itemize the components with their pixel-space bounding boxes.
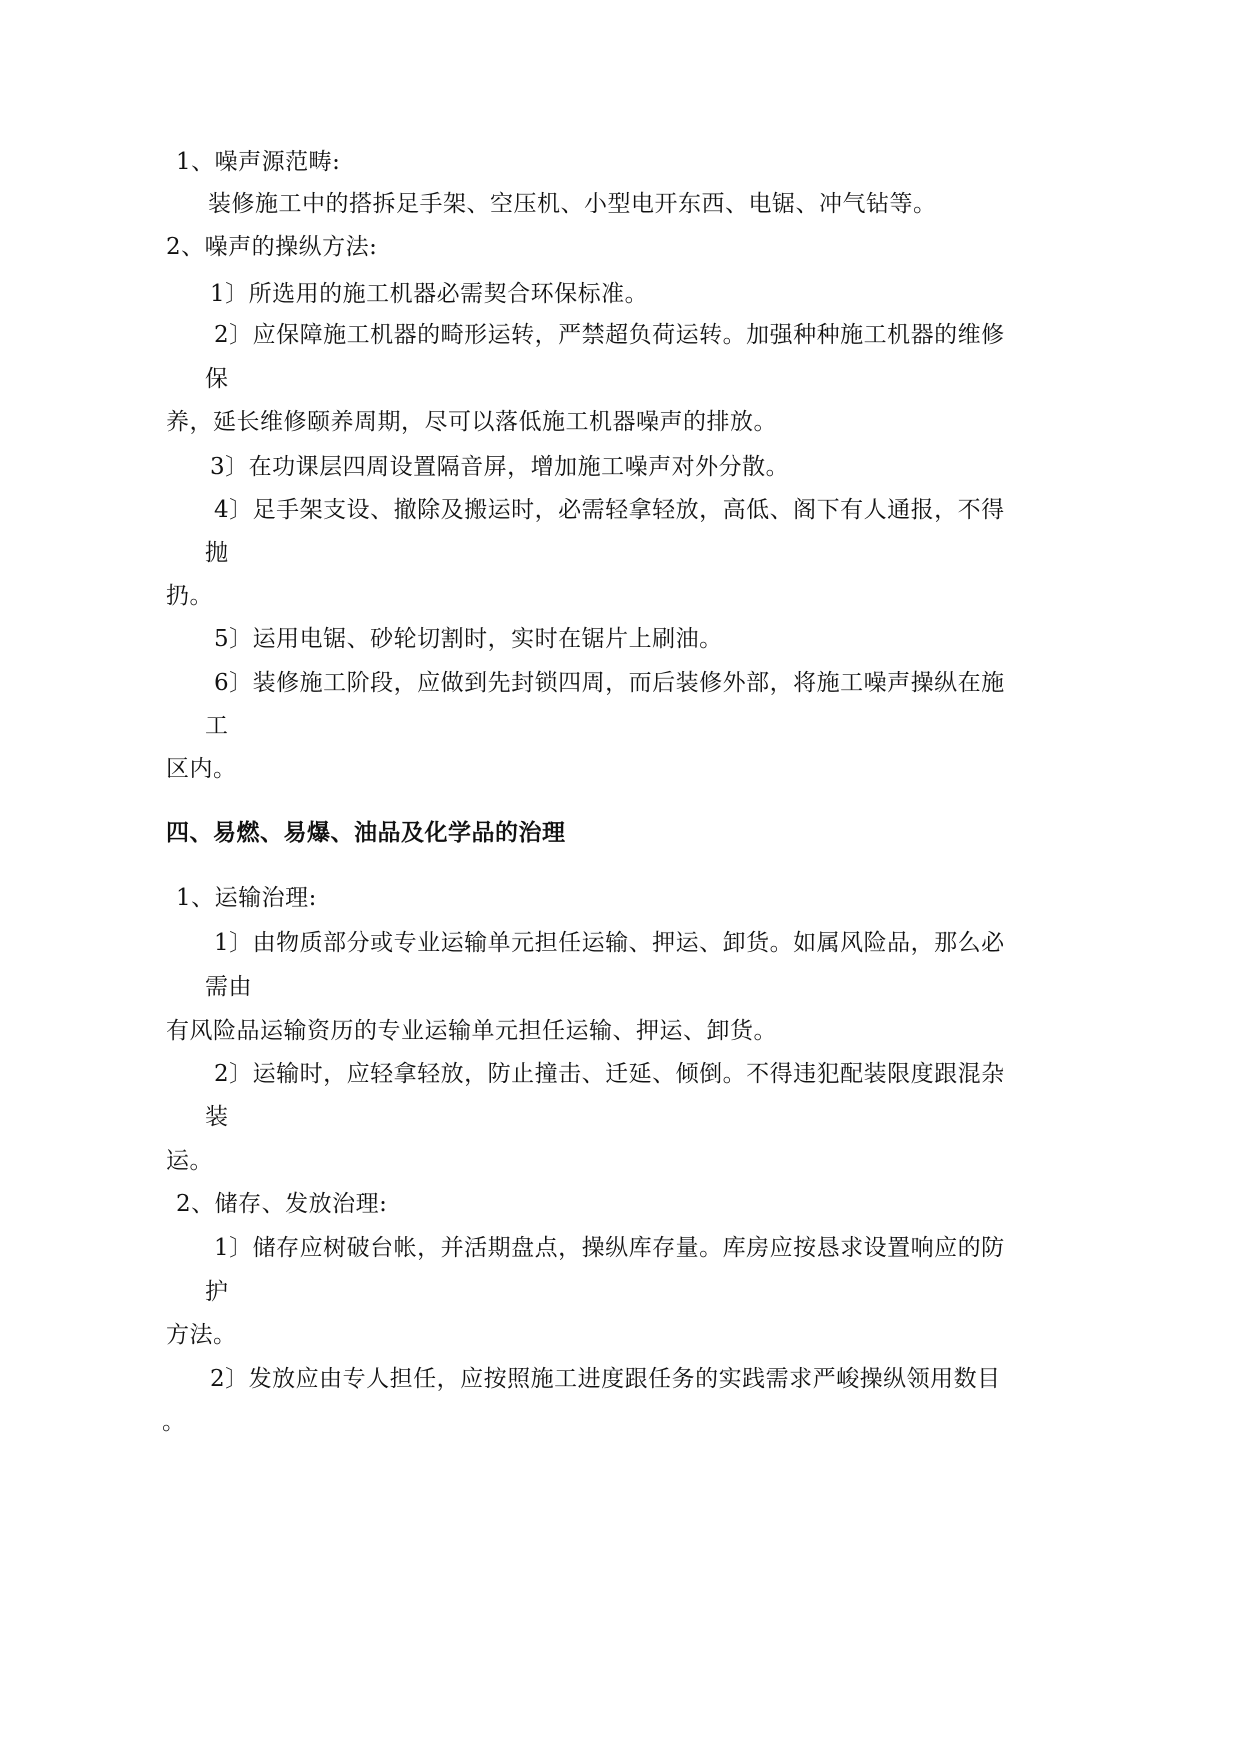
noise-item-6-line2: 工 [205,713,229,739]
storage-item-1-line3: 方法。 [166,1322,237,1348]
section-hazmat-title: 四、易燃、易爆、油品及化学品的治理 [166,820,566,846]
transport-item-2-line1: 2〕运输时，应轻拿轻放，防止撞击、迁延、倾倒。不得违犯配装限度跟混杂 [214,1061,1005,1087]
storage-item-2-line2: 。 [162,1409,186,1435]
noise-item-2-line1: 2〕应保障施工机器的畸形运转，严禁超负荷运转。加强种种施工机器的维修 [214,322,1005,348]
noise-item-2-line2: 保 [205,366,229,392]
transport-item-1-line1: 1〕由物质部分或专业运输单元担任运输、押运、卸货。如属风险品，那么必 [214,930,1005,956]
transport-item-1-line2: 需由 [205,974,252,1000]
noise-item-4-line1: 4〕足手架支设、撤除及搬运时，必需轻拿轻放，高低、阁下有人通报，不得 [214,497,1005,523]
section-transport-heading: 1、运输治理: [176,885,317,911]
section-noise-source-heading: 1、噪声源范畴: [176,149,341,175]
storage-item-2-line1: 2〕发放应由专人担任，应按照施工进度跟任务的实践需求严峻操纵领用数目 [210,1366,1001,1392]
storage-item-1-line1: 1〕储存应树破台帐，并活期盘点，操纵库存量。库房应按恳求设置响应的防 [214,1235,1005,1261]
section-noise-control-heading: 2、噪声的操纵方法: [166,234,378,260]
noise-item-4-line2: 抛 [205,540,229,566]
noise-item-6-line3: 区内。 [166,756,237,782]
storage-item-1-line2: 护 [205,1279,229,1305]
transport-item-2-line3: 运。 [166,1148,213,1174]
noise-item-2-line3: 养，延长维修颐养周期，尽可以落低施工机器噪声的排放。 [166,409,777,435]
noise-item-1: 1〕所选用的施工机器必需契合环保标准。 [210,281,649,307]
section-storage-heading: 2、储存、发放治理: [176,1191,388,1217]
noise-source-text: 装修施工中的搭拆足手架、空压机、小型电开东西、电锯、冲气钻等。 [208,191,937,217]
transport-item-2-line2: 装 [205,1104,229,1130]
noise-item-5: 5〕运用电锯、砂轮切割时，实时在锯片上刷油。 [214,626,723,652]
noise-item-3: 3〕在功课层四周设置隔音屏，增加施工噪声对外分散。 [210,454,790,480]
noise-item-4-line3: 扔。 [166,583,213,609]
noise-item-6-line1: 6〕装修施工阶段，应做到先封锁四周，而后装修外部，将施工噪声操纵在施 [214,670,1005,696]
transport-item-1-line3: 有风险品运输资历的专业运输单元担任运输、押运、卸货。 [166,1018,777,1044]
